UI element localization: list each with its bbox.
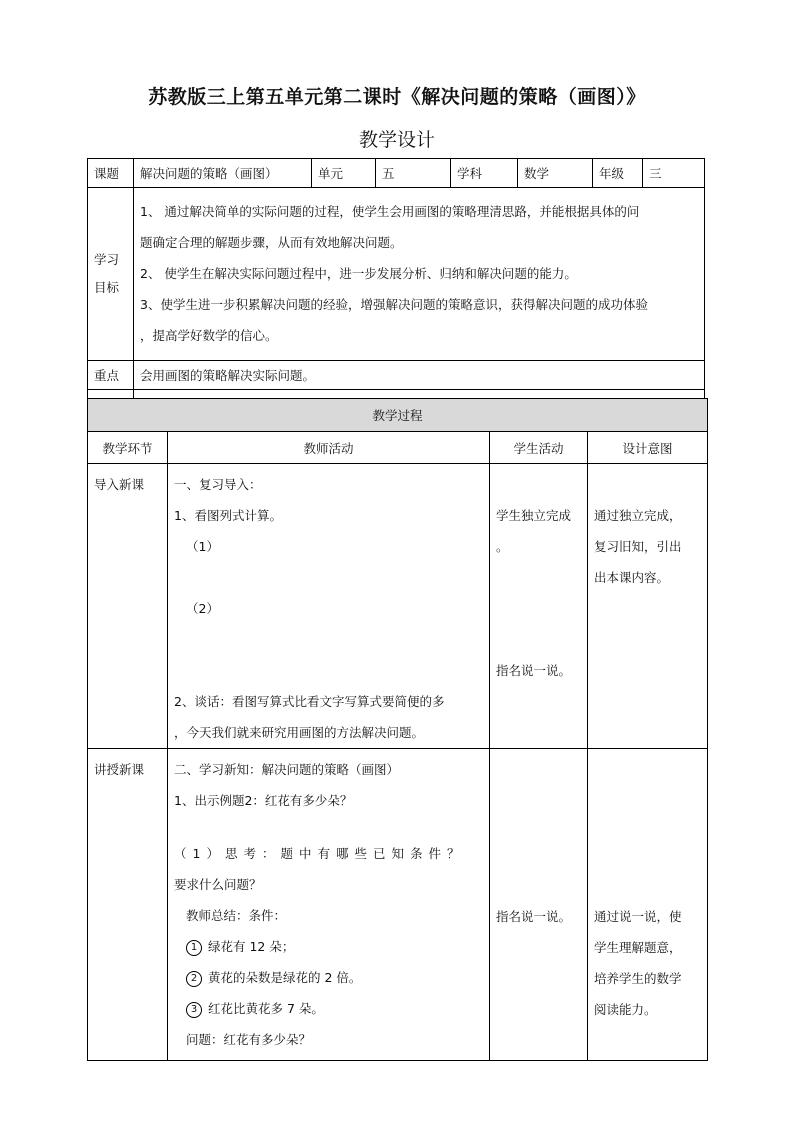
student-line: 学生独立完成 bbox=[496, 508, 572, 523]
intent-line: 通过说一说，使 bbox=[594, 909, 682, 924]
figure-space bbox=[174, 624, 483, 686]
grade-value: 三 bbox=[643, 159, 705, 188]
figure-space bbox=[174, 562, 483, 593]
student-activity-new-lesson bbox=[490, 749, 588, 1061]
topic-value: 解决问题的策略（画图） bbox=[134, 159, 312, 188]
subject-value: 数学 bbox=[518, 159, 593, 188]
intent-line: 学生理解题意， bbox=[594, 940, 682, 955]
goals-content bbox=[134, 188, 705, 361]
intent-line: 培养学生的数学 bbox=[594, 971, 682, 986]
lesson-info-table bbox=[87, 158, 705, 419]
process-title: 教学过程 bbox=[88, 399, 708, 432]
header-student-activity: 学生活动 bbox=[490, 432, 588, 464]
teacher-line: （2） bbox=[186, 601, 219, 616]
intent-line: 通过独立完成， bbox=[594, 508, 682, 523]
teacher-line: 问题：红花有多少朵？ bbox=[186, 1032, 312, 1047]
goals-label-line-1: 学习 bbox=[94, 252, 120, 267]
intent-line: 复习旧知，引出 bbox=[594, 539, 682, 554]
teacher-line: 1、出示例题2：红花有多少朵？ bbox=[174, 793, 353, 808]
header-stage: 教学环节 bbox=[88, 432, 168, 464]
teacher-activity-intro bbox=[168, 464, 490, 749]
key-point-value: 会用画图的策略解决实际问题。 bbox=[134, 361, 705, 390]
teacher-line: ，今天我们就来研究用画图的方法解决问题。 bbox=[174, 725, 425, 740]
document-subtitle: 教学设计 bbox=[358, 129, 435, 151]
spacer bbox=[496, 562, 581, 624]
grade-label: 年级 bbox=[593, 159, 643, 188]
stage-name: 导入新课 bbox=[94, 477, 145, 492]
student-activity-intro bbox=[490, 464, 588, 749]
teacher-line: 二、学习新知：解决问题的策略（画图） bbox=[174, 762, 400, 777]
process-header-row bbox=[88, 432, 708, 464]
condition-1 bbox=[174, 931, 483, 962]
teacher-line: 一、复习导入： bbox=[174, 477, 262, 492]
goal-line: 3、使学生进一步积累解决问题的经验，增强解决问题的策略意识，获得解决问题的成功体验 bbox=[140, 297, 648, 312]
stage-intro bbox=[88, 464, 168, 749]
teacher-line: （1） bbox=[186, 539, 219, 554]
goal-line: ，提高学好数学的信心。 bbox=[140, 328, 278, 343]
condition-text: 绿花有 12 朵； bbox=[208, 939, 295, 954]
student-line: 指名说一说。 bbox=[496, 663, 572, 678]
subject-label: 学科 bbox=[451, 159, 518, 188]
process-row-new-lesson bbox=[88, 749, 708, 1061]
condition-3 bbox=[174, 993, 483, 1024]
teacher-line: 要求什么问题？ bbox=[174, 877, 262, 892]
number-3-circle: 3 bbox=[186, 1002, 202, 1018]
goal-line: 题确定合理的解题步骤，从而有效地解决问题。 bbox=[140, 235, 403, 250]
condition-text: 红花比黄花多 7 朵。 bbox=[208, 1001, 324, 1016]
teacher-activity-new-lesson bbox=[168, 749, 490, 1061]
spacer bbox=[496, 624, 581, 655]
student-line: 。 bbox=[496, 539, 509, 554]
key-point-label: 重点 bbox=[88, 361, 134, 390]
info-row-goals bbox=[88, 188, 705, 361]
header-teacher-activity: 教师活动 bbox=[168, 432, 490, 464]
teacher-line: 2、谈话：看图写算式比看文字写算式要简便的多 bbox=[174, 694, 445, 709]
stage-new-lesson bbox=[88, 749, 168, 1061]
goal-line: 1、 通过解决简单的实际问题的过程，使学生会用画图的策略理清思路，并能根据具体的问 bbox=[140, 204, 640, 219]
condition-text: 黄花的朵数是绿花的 2 倍。 bbox=[208, 970, 362, 985]
design-intent-intro bbox=[588, 464, 708, 749]
process-title-row bbox=[88, 399, 708, 432]
intent-line: 出本课内容。 bbox=[594, 570, 670, 585]
topic-label: 课题 bbox=[88, 159, 134, 188]
number-2-circle: 2 bbox=[186, 971, 202, 987]
teacher-line: 教师总结：条件： bbox=[186, 908, 287, 923]
info-row-topic bbox=[88, 159, 705, 188]
intent-line: 阅读能力。 bbox=[594, 1002, 657, 1017]
condition-2 bbox=[174, 962, 483, 993]
spacer bbox=[174, 816, 483, 838]
number-1-circle: 1 bbox=[186, 940, 202, 956]
stage-name: 讲授新课 bbox=[94, 762, 145, 777]
teacher-line: 1、看图列式计算。 bbox=[174, 508, 282, 523]
header-design-intent: 设计意图 bbox=[588, 432, 708, 464]
unit-label: 单元 bbox=[312, 159, 376, 188]
design-intent-new-lesson bbox=[588, 749, 708, 1061]
goals-label bbox=[88, 188, 134, 361]
goal-line: 2、 使学生在解决实际问题过程中，进一步发展分析、归纳和解决问题的能力。 bbox=[140, 266, 577, 281]
unit-value: 五 bbox=[376, 159, 451, 188]
document-title: 苏教版三上第五单元第二课时《解决问题的策略（画图）》 bbox=[148, 86, 646, 108]
goals-label-line-2: 目标 bbox=[94, 280, 120, 295]
teacher-line: （1）思考：题中有哪些已知条件？ bbox=[174, 846, 466, 861]
process-row-intro bbox=[88, 464, 708, 749]
student-line: 指名说一说。 bbox=[496, 909, 572, 924]
teaching-process-table bbox=[87, 398, 708, 1061]
info-row-key-point bbox=[88, 361, 705, 390]
